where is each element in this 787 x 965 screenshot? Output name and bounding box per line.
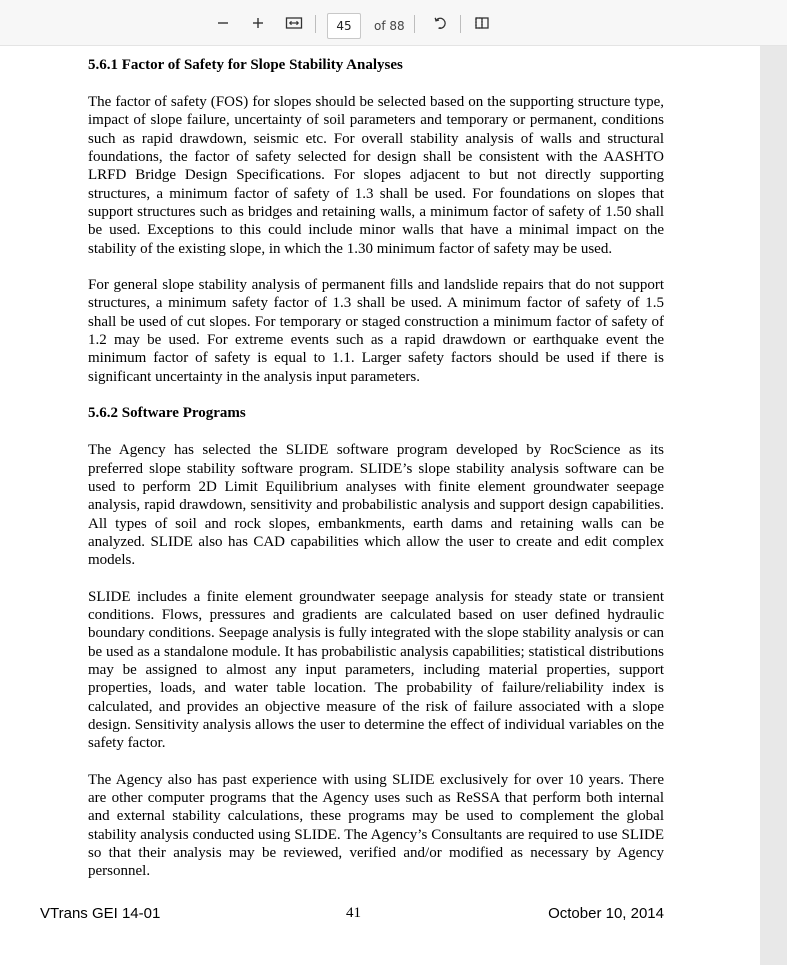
paragraph: The Agency also has past experience with using SLIDE exclusively for over 10 years. There are other computer programs that the Agency uses such as ReSSA that perform both internal and external stability calculations, these programs may be used to complement the global stability analysis conducted using SLIDE. The Agency’s Consultants are required to use SLIDE so that their analysis may be reviewed, verified and/or modified as necessary by Agency personnel. xyxy=(88,771,664,880)
two-page-icon xyxy=(474,15,490,31)
paragraph: The factor of safety (FOS) for slopes should be selected based on the supporting structure type, impact of slope failure, uncertainty of soil parameters and temporary or permanent, conditions such as rapid drawdown, seismic etc. For overall stability analysis of walls and structural foundations, the factor of safety selected for design shall be consistent with the AASHTO LRFD Bridge Design Specifications. For slopes adjacent to but not directly supporting structures, a minimum factor of safety of 1.3 shall be used. For foundations on slopes that support structures such as bridges and retaining walls, a minimum factor of safety of 1.50 shall be used. Exceptions to this could include minor walls that have a minimal impact on the stability of the existing slope, in which the 1.30 minimum factor of safety may be used. xyxy=(88,94,664,257)
toolbar-divider xyxy=(414,15,415,33)
document-page xyxy=(88,48,664,899)
footer-date: October 10, 2014 xyxy=(548,905,664,922)
minus-icon xyxy=(216,16,230,30)
plus-icon xyxy=(251,16,265,30)
toolbar-divider xyxy=(460,15,461,33)
paragraph: SLIDE includes a finite element groundwater seepage analysis for steady state or transient conditions. Flows, pressures and gradients are calculated based on user defined hydraulic boundary conditions. Seepage analysis is fully integrated with the slope stability analysis or can be used as a standalone module. It has probabilistic analysis capabilities; statistical distributions may be assigned to almost any input parameters, including material properties, support properties, loads, and water table location. The probability of failure/reliability index is calculated, and provides an objective measure of the risk of failure associated with a slope design. Sensitivity analysis allows the user to determine the effect of individual variables on the safety factor. xyxy=(88,588,664,752)
section-heading: 5.6.1 Factor of Safety for Slope Stability Analyses xyxy=(88,57,403,73)
pdf-toolbar xyxy=(0,0,787,46)
paragraph: The Agency has selected the SLIDE software program developed by RocScience as its preferred slope stability software program. SLIDE’s slope stability analysis software can be used to perform 2D Limit Equilibrium analyses with finite element groundwater seepage analysis, rapid drawdown, sensitivity and probabilistic analysis and support design capabilities. All types of soil and rock slopes, embankments, earth dams and retaining walls can be analyzed. SLIDE also has CAD capabilities which allow the user to create and edit complex models. xyxy=(88,442,664,569)
fit-to-width-button[interactable] xyxy=(281,11,307,35)
page-number-input[interactable] xyxy=(327,13,361,39)
page-footer xyxy=(40,905,664,925)
zoom-out-button[interactable] xyxy=(210,11,236,35)
toolbar-divider xyxy=(315,15,316,33)
footer-page-number: 41 xyxy=(346,905,361,921)
section-heading: 5.6.2 Software Programs xyxy=(88,405,246,422)
rotate-button[interactable] xyxy=(427,11,453,35)
vertical-scrollbar[interactable] xyxy=(760,46,787,965)
page-total-label: of 88 xyxy=(374,19,405,33)
rotate-icon xyxy=(432,15,448,31)
page-view-button[interactable] xyxy=(469,11,495,35)
fit-width-icon xyxy=(285,16,303,30)
zoom-in-button[interactable] xyxy=(245,11,271,35)
footer-document-id: VTrans GEI 14-01 xyxy=(40,905,161,922)
paragraph: For general slope stability analysis of permanent fills and landslide repairs that do not support structures, a minimum safety factor of 1.3 shall be used. A minimum factor of safety of 1.5 shall be used of cut slopes. For temporary or staged construction a minimum factor of safety of 1.2 may be used. For extreme events such as a rapid drawdown or earthquake event the minimum factor of safety is equal to 1.1. Larger safety factors should be used if there is significant uncertainty in the analysis input parameters. xyxy=(88,277,664,385)
